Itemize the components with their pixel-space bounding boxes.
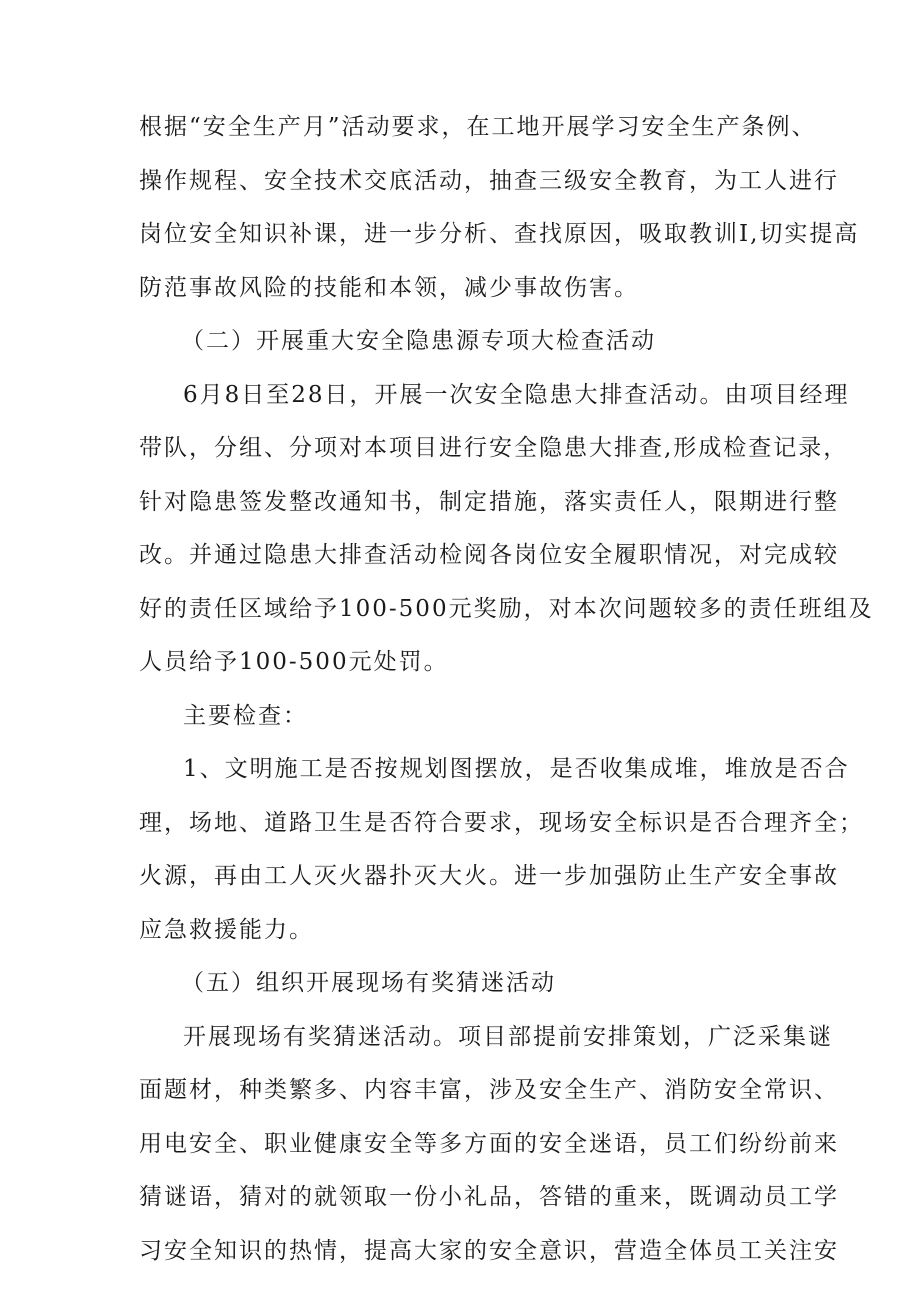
text-line: 根据“安全生产月”活动要求，在工地开展学习安全生产条例、 [139, 114, 817, 140]
text-line: 改。并通过隐患大排查活动检阅各岗位安全履职情况，对完成较 [139, 542, 839, 568]
text-line: 人员给予100-500元处罚。 [139, 649, 449, 675]
text-line: 6月8日至28日，开展一次安全隐患大排查活动。由项目经理 [183, 382, 850, 408]
section-heading: （五）组织开展现场有奖猜迷活动 [181, 970, 556, 996]
text-line: 开展现场有奖猜迷活动。项目部提前安排策划，广泛采集谜 [183, 1024, 833, 1050]
text-line: 针对隐患签发整改通知书，制定措施，落实责任人，限期进行整 [139, 489, 839, 515]
text-line: 应急救援能力。 [139, 917, 314, 943]
text-line: 岗位安全知识补课，进一步分析、查找原因，吸取教训I,切实提高 [139, 221, 860, 247]
text-line: 1、文明施工是否按规划图摆放，是否收集成堆，堆放是否合 [183, 756, 850, 782]
text-line: 带队，分组、分项对本项目进行安全隐患大排查,形成检查记录， [139, 435, 849, 461]
text-line: 面题材，种类繁多、内容丰富，涉及安全生产、消防安全常识、 [139, 1077, 839, 1103]
text-line: 防范事故风险的技能和本领，减少事故伤害。 [139, 275, 639, 301]
text-line: 好的责任区域给予100-500元奖励，对本次问题较多的责任班组及 [139, 596, 874, 622]
text-line: 操作规程、安全技术交底活动，抽查三级安全教育，为工人进行 [139, 168, 839, 194]
text-line: 猜谜语，猜对的就领取一份小礼品，答错的重来，既调动员工学 [139, 1184, 839, 1210]
subheading: 主要检查： [183, 703, 308, 729]
text-line: 火源，再由工人灭火器扑灭大火。进一步加强防止生产安全事故 [139, 863, 839, 889]
section-heading: （二）开展重大安全隐患源专项大检查活动 [181, 328, 656, 354]
text-line: 习安全知识的热情，提高大家的安全意识，营造全体员工关注安 [139, 1238, 839, 1264]
text-line: 理，场地、道路卫生是否符合要求，现场安全标识是否合理齐全； [139, 810, 864, 836]
text-line: 用电安全、职业健康安全等多方面的安全迷语，员工们纷纷前来 [139, 1131, 839, 1157]
